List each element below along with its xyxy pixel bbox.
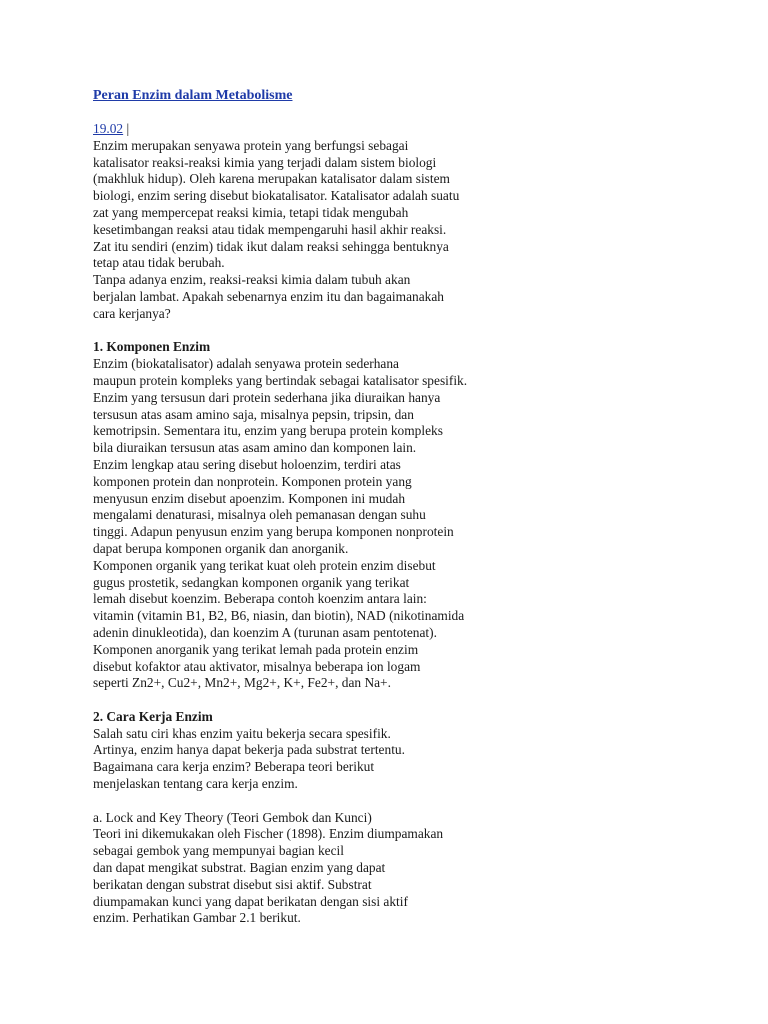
section-line: seperti Zn2+, Cu2+, Mn2+, Mg2+, K+, Fe2+, dan Na+. [93,675,391,691]
intro-line: zat yang mempercepat reaksi kimia, tetapi tidak mengubah [93,204,409,220]
intro-line: berjalan lambat. Apakah sebenarnya enzim itu dan bagaimanakah [93,288,444,304]
subsection-line: dan dapat mengikat substrat. Bagian enzim yang dapat [93,860,386,876]
intro-line: Enzim merupakan senyawa protein yang berfungsi sebagai [93,137,409,153]
section-line: lemah disebut koenzim. Beberapa contoh koenzim antara lain: [93,591,427,607]
section-line: maupun protein kompleks yang bertindak sebagai katalisator spesifik. [93,372,468,388]
section-line: kemotripsin. Sementara itu, enzim yang berupa protein kompleks [93,423,443,439]
section-heading: 2. Cara Kerja Enzim [93,708,213,724]
section-line: Enzim yang tersusun dari protein sederhana jika diuraikan hanya [93,389,441,405]
section-line: menyusun enzim disebut apoenzim. Komponen ini mudah [93,490,406,506]
section-line: Artinya, enzim hanya dapat bekerja pada substrat tertentu. [93,742,405,758]
subsection-heading: a. Lock and Key Theory (Teori Gembok dan Kunci) [93,809,372,825]
section-line: Komponen organik yang terikat kuat oleh protein enzim disebut [93,557,436,573]
section-line: adenin dinukleotida), dan koenzim A (turunan asam pentotenat). [93,624,437,640]
section-line: vitamin (vitamin B1, B2, B6, niasin, dan biotin), NAD (nikotinamida [93,608,465,624]
subsection-line: enzim. Perhatikan Gambar 2.1 berikut. [93,910,301,926]
intro-line: cara kerjanya? [93,305,171,321]
intro-line: Zat itu sendiri (enzim) tidak ikut dalam reaksi sehingga bentuknya [93,238,449,254]
subsection-line: diumpamakan kunci yang dapat berikatan dengan sisi aktif [93,893,408,909]
intro-line: katalisator reaksi-reaksi kimia yang terjadi dalam sistem biologi [93,154,437,170]
section-line: menjelaskan tentang cara kerja enzim. [93,776,298,792]
section-line: tersusun atas asam amino saja, misalnya pepsin, tripsin, dan [93,406,414,422]
subsection-lock-and-key [93,810,467,928]
intro-paragraph [93,138,467,323]
subsection-line: berikatan dengan substrat disebut sisi aktif. Substrat [93,876,372,892]
post-title-link[interactable]: Peran Enzim dalam Metabolisme [93,88,293,103]
section-line: mengalami denaturasi, misalnya oleh pemanasan dengan suhu [93,507,426,523]
paragraph-spacer [93,793,467,810]
section-line: dapat berupa komponen organik dan anorganik. [93,540,349,556]
paragraph-spacer [93,323,467,340]
section-heading: 1. Komponen Enzim [93,339,211,355]
post-date-link[interactable]: 19.02 [93,121,124,136]
section-line: gugus prostetik, sedangkan komponen organik yang terikat [93,574,410,590]
section-line: disebut kofaktor atau aktivator, misalnya beberapa ion logam [93,658,421,674]
intro-line: kesetimbangan reaksi atau tidak mempengaruhi hasil akhir reaksi. [93,221,447,237]
intro-line: biologi, enzim sering disebut biokatalisator. Katalisator adalah suatu [93,188,460,204]
intro-line: (makhluk hidup). Oleh karena merupakan katalisator dalam sistem [93,171,450,187]
intro-line: Tanpa adanya enzim, reaksi-reaksi kimia dalam tubuh akan [93,272,411,288]
intro-line: tetap atau tidak berubah. [93,255,225,271]
section-line: Komponen anorganik yang terikat lemah pada protein enzim [93,641,419,657]
subsection-line: Teori ini dikemukakan oleh Fischer (1898). Enzim diumpamakan [93,826,444,842]
section-line: tinggi. Adapun penyusun enzim yang berupa komponen nonprotein [93,524,454,540]
section-line: Salah satu ciri khas enzim yaitu bekerja secara spesifik. [93,725,391,741]
section-line: Enzim (biokatalisator) adalah senyawa protein sederhana [93,356,399,372]
date-separator: | [123,121,130,136]
section-line: bila diuraikan tersusun atas asam amino dan komponen lain. [93,440,417,456]
section-komponen-enzim [93,339,467,692]
paragraph-spacer [93,692,467,709]
section-line: Enzim lengkap atau sering disebut holoenzim, terdiri atas [93,456,401,472]
section-line: komponen protein dan nonprotein. Komponen protein yang [93,473,412,489]
post-date-line [93,121,467,138]
post-body [93,121,467,927]
section-line: Bagaimana cara kerja enzim? Beberapa teori berikut [93,759,375,775]
section-cara-kerja-enzim [93,709,467,793]
subsection-line: sebagai gembok yang mempunyai bagian kecil [93,843,344,859]
